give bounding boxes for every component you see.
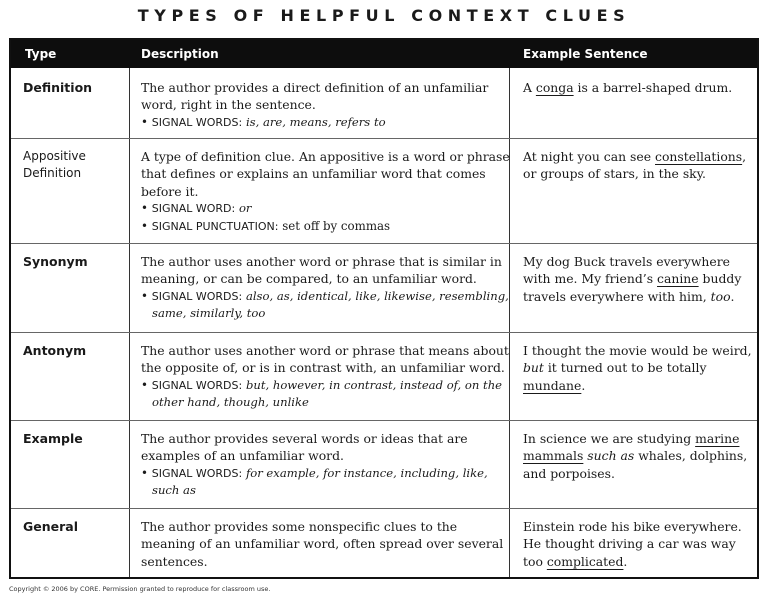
example-text: My dog Buck travels everywhere with me. My friend’s (523, 254, 731, 287)
signal-punctuation: • SIGNAL PUNCTUATION: set off by commas (141, 218, 391, 233)
header-type: Type (25, 47, 57, 61)
type-label: General (23, 519, 78, 534)
example-cell (523, 518, 755, 570)
type-label: Appositive Definition (23, 149, 86, 181)
description-cell (141, 430, 511, 500)
example-text: is a barrel-shaped drum. (573, 80, 733, 95)
type-label: Antonym (23, 343, 87, 358)
description-text: The author uses another word or phrase that is similar in meaning, or can be compared, to an unfamiliar word. (141, 254, 502, 287)
description-text: The author provides some nonspecific clues to the meaning of an unfamiliar word, often spread over several sentences. (141, 519, 504, 569)
example-text: . (623, 553, 628, 569)
example-cell (523, 148, 755, 183)
copyright-notice: Copyright © 2006 by CORE. Permission granted to reproduce for classroom use. (9, 585, 271, 593)
signal-label: SIGNAL WORDS: (151, 115, 243, 129)
signal-list: also, as, identical, like, likewise, resembling, same, similarly, too (152, 288, 509, 321)
signal-label: SIGNAL PUNCTUATION: (151, 219, 279, 233)
description-cell (141, 342, 511, 412)
signal-list: or (238, 201, 252, 216)
signal-label: SIGNAL WORDS: (151, 466, 243, 480)
example-text: Einstein rode his bike everywhere. He thought driving a car was way too (523, 519, 742, 569)
type-label: Definition (23, 80, 93, 95)
table-row (11, 138, 757, 244)
description-cell (141, 253, 511, 323)
target-word: mundane (523, 377, 582, 393)
description-text: The author provides several words or ideas that are examples of an unfamiliar word. (141, 431, 468, 464)
example-text: whales, dolphins, and porpoises. (523, 448, 748, 481)
description-cell (141, 79, 511, 131)
signal-words: • SIGNAL WORDS: is, are, means, refers to (141, 114, 386, 129)
table-header (11, 40, 757, 68)
example-text: it turned out to be totally (543, 360, 707, 376)
example-text: too (710, 288, 731, 304)
table-row (11, 508, 757, 577)
example-text: A (523, 80, 536, 95)
table-row (11, 332, 757, 421)
table-row (11, 243, 757, 333)
type-label: Example (23, 431, 83, 446)
description-cell (141, 148, 511, 235)
example-text: . (730, 288, 735, 304)
target-word: constellations (655, 149, 743, 164)
example-text: At night you can see (523, 149, 656, 164)
context-clues-table (9, 38, 759, 579)
example-cell (523, 253, 755, 305)
example-text: such as (583, 448, 635, 464)
table-row (11, 420, 757, 509)
example-text: but (523, 360, 544, 376)
target-word: canine (657, 271, 699, 287)
example-text: , or groups of stars, in the sky. (523, 149, 747, 182)
example-cell (523, 79, 755, 96)
signal-list: but, however, in contrast, instead of, on the other hand, though, unlike (152, 377, 503, 410)
signal-list: for example, for instance, including, like, such as (152, 465, 488, 498)
signal-words: • SIGNAL WORDS: for example, for instance, including, like, such as (141, 465, 488, 498)
description-text: The author uses another word or phrase that means about the opposite of, or is in contrast with, an unfamiliar word. (141, 343, 509, 376)
signal-words: • SIGNAL WORD: or (141, 201, 252, 216)
target-word: marine mammals (523, 431, 740, 464)
description-text: A type of definition clue. An appositive is a word or phrase that defines or explains an unfamiliar word that comes before it. (141, 149, 510, 199)
target-word: conga (535, 80, 574, 95)
signal-words: • SIGNAL WORDS: but, however, in contrast, instead of, on the other hand, though, unlike (141, 377, 503, 410)
header-example: Example Sentence (523, 47, 648, 61)
example-text: buddy travels everywhere with him, (523, 271, 742, 304)
example-text: I thought the movie would be weird, (523, 343, 752, 358)
signal-words: • SIGNAL WORDS: also, as, identical, like, likewise, resembling, same, similarly, too (141, 288, 509, 321)
table-row (11, 68, 757, 139)
description-text: The author provides a direct definition of an unfamiliar word, right in the sentence. (141, 80, 489, 113)
example-cell (523, 342, 755, 394)
target-word: complicated (546, 553, 624, 569)
signal-label: SIGNAL WORDS: (151, 289, 243, 303)
signal-label: SIGNAL WORDS: (151, 378, 243, 392)
signal-list: is, are, means, refers to (245, 114, 386, 129)
type-label: Synonym (23, 254, 88, 269)
page-title: TYPES OF HELPFUL CONTEXT CLUES (137, 6, 631, 25)
example-text: . (581, 377, 586, 393)
header-description: Description (141, 47, 219, 61)
signal-label: SIGNAL WORD: (151, 202, 236, 216)
example-cell (523, 430, 755, 482)
signal-list: set off by commas (282, 218, 391, 233)
example-text: In science we are studying (523, 431, 696, 446)
description-cell (141, 518, 511, 570)
